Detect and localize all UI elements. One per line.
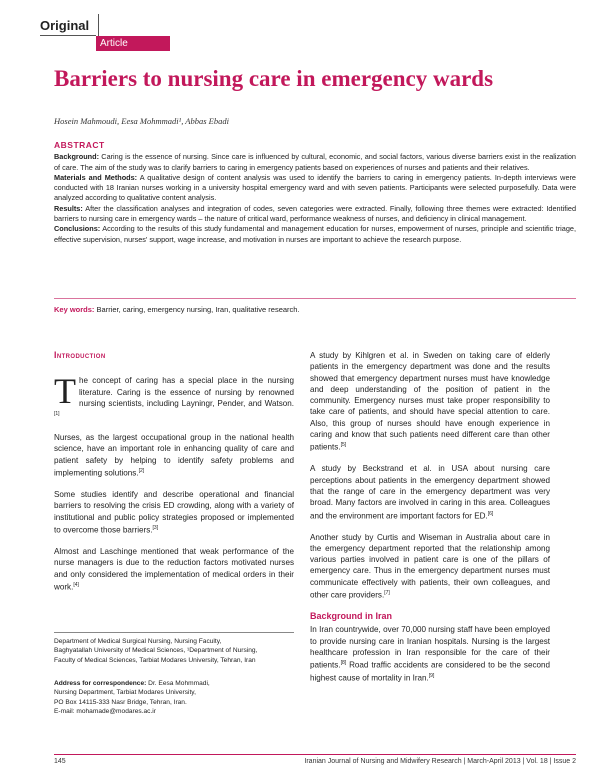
intro-paragraph-3: Some studies identify and describe operational and financial barriers to resolving the crisis ED crowding, along with a variety of institutional and public policy strategies proposed or implemented to overcome those barriers.[3]	[54, 490, 294, 535]
tag-divider	[98, 14, 99, 36]
abstract-methods: Materials and Methods: A qualitative design of content analysis was used to identify the barriers to caring in emergency patients. In-depth interviews were conducted with 18 Iranian nurses working in a university hospital emergency ward and with seven patients. Participants were selected purposefully. Data were analyzed according to qualitative content analysis.	[54, 172, 576, 203]
correspondence: Address for correspondence: Dr. Eesa Mohmmadi, Nursing Department, Tarbiat Modares University, PO Box 14115-333 Nasr Bridge, Tehran, Iran. E-mail: mohamade@modares.ac.ir	[54, 679, 294, 717]
abstract-heading: ABSTRACT	[54, 140, 105, 150]
right-paragraph-4: In Iran countrywide, over 70,000 nursing staff have been employed to provide nursing care in Iranian hospitals. Nursing is the largest healthcare profession in Iran responsible for the care of their patients.[8] Road traffic accidents are considered to be the second highest cause of mortality in Iran.[9]	[310, 625, 550, 683]
keywords-label: Key words:	[54, 305, 95, 314]
right-paragraph-3: Another study by Curtis and Wiseman in Australia about care in the emergency department reported that the relationship among various parties involved in patient care is one of the pillars of emergency care. Thus in the emergency department nurses must communicate effectively with patients, their own colleagues, and other care providers.[7]	[310, 532, 550, 600]
tag-article: Article	[96, 36, 170, 51]
intro-paragraph-2: Nurses, as the largest occupational group in the national health science, have an important role in enhancing quality of care and patient safety by helping to identify safety problems and implementing solutions.[2]	[54, 433, 294, 478]
dropcap: T	[54, 371, 76, 412]
paper-title: Barriers to nursing care in emergency wards	[54, 66, 494, 91]
abstract	[54, 140, 576, 245]
affiliation: Department of Medical Surgical Nursing, Nursing Faculty, Baghyatallah University of Medical Sciences, ¹Department of Nursing, Faculty of Medical Sciences, Tarbiat Modares University, Tehran, Iran	[54, 638, 258, 664]
correspondence-email: E-mail: mohamade@modares.ac.ir	[54, 708, 156, 716]
introduction-heading: Introduction	[54, 350, 106, 360]
keywords-text: Barrier, caring, emergency nursing, Iran, qualitative research.	[96, 305, 300, 314]
journal-citation: Iranian Journal of Nursing and Midwifery Research | March-April 2013 | Vol. 18 | Issue 2	[304, 758, 576, 765]
footer-divider	[54, 754, 576, 755]
tag-underline	[40, 35, 96, 36]
right-column	[310, 350, 550, 694]
abstract-results: Results: After the classification analyses and integration of codes, seven categories were extracted. Finally, following three themes were extracted: Identified barriers to nursing care in emergency wards – the nature of critical ward, performance weakness of nurses, and deficiency in clinical management.	[54, 203, 577, 224]
background-iran-heading: Background in Iran	[310, 611, 393, 621]
right-paragraph-1: A study by Kihlgren et al. in Sweden on taking care of elderly patients in the emergency department was done and the results showed that emergency department nurses must have knowledge and deep understanding of the position of patient in the community. Emergency nurses must take proper responsibility to take care of patients, and should have special attention to care. Also, this group of nurses should have enough experience in caring and know that such patients need different care than other patients.[5]	[310, 351, 550, 453]
intro-paragraph-4: Almost and Laschinge mentioned that weak performance of the nurse managers is due to the reduction factors motivated nurses and only considered the implementation of medical orders in their work.[4]	[54, 546, 294, 592]
abstract-divider	[54, 298, 576, 299]
paper-authors: Hosein Mahmoudi, Eesa Mohmmadi¹, Abbas Ebadi	[54, 116, 229, 126]
keywords	[54, 305, 576, 314]
left-column	[54, 350, 294, 603]
abstract-background: Background: Caring is the essence of nursing. Since care is influenced by cultural, economic, and social factors, various diverse barriers exist in the realization of care. The aim of the study was to clarify barriers to caring in emergency patients based on experiences of nurses and patients and their relatives.	[54, 152, 576, 172]
tag-original: Original	[40, 18, 90, 33]
page-number: 145	[54, 758, 66, 765]
right-paragraph-2: A study by Beckstrand et al. in USA about nursing care perceptions about patients in the emergency department showed that the range of care in the emergency department was very broad. Many factors are involved in caring in this area. Colleagues and the environment are important factors for ED.[6]	[310, 464, 550, 521]
intro-paragraph-1: The concept of caring has a special place in the nursing literature. Caring is the essence of nursing by renowned nursing scientists, including Layningr, Pender, and Watson.[1]	[54, 371, 294, 418]
affiliation-divider	[54, 632, 294, 633]
abstract-conclusions: Conclusions: According to the results of this study fundamental and management education for nurses, empowerment of nurses, principle and scientific triage, effective supervision, nurses' support, wage increase, and motivation in nurses are important to achieve the research purpose.	[54, 224, 576, 244]
article-type-tag	[22, 14, 152, 48]
